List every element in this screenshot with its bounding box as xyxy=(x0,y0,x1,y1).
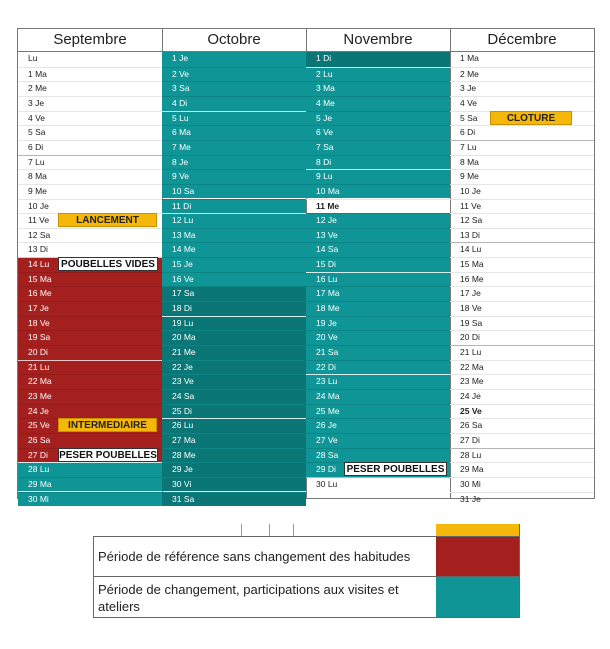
day-row xyxy=(306,286,450,301)
day-label: 14 Me xyxy=(172,244,196,255)
day-label: 11 Me xyxy=(316,200,340,211)
day-label: 15 Je xyxy=(172,259,193,270)
day-label: 28 Lu xyxy=(460,449,482,460)
day-row xyxy=(162,155,306,170)
day-row xyxy=(306,169,450,184)
day-label: 13 Ve xyxy=(316,229,338,240)
day-label: 24 Sa xyxy=(172,390,195,401)
day-row xyxy=(306,272,450,287)
day-label: 17 Ma xyxy=(316,288,340,299)
day-label: 29 Di xyxy=(316,464,336,475)
day-label: 28 Sa xyxy=(316,449,339,460)
day-label: 24 Je xyxy=(460,390,481,401)
day-row xyxy=(18,477,162,492)
day-label: 18 Ve xyxy=(460,303,482,314)
day-row xyxy=(18,462,162,477)
day-label: 13 Di xyxy=(460,229,480,240)
day-label: 4 Ve xyxy=(28,112,46,123)
day-row xyxy=(162,360,306,375)
day-row xyxy=(306,257,450,272)
day-label: 24 Je xyxy=(28,405,49,416)
day-row xyxy=(162,389,306,404)
day-label: 7 Me xyxy=(172,141,191,152)
day-row xyxy=(162,213,306,228)
day-label: 18 Me xyxy=(316,303,340,314)
legend-swatch xyxy=(436,537,519,576)
day-label: 4 Me xyxy=(316,97,335,108)
day-row xyxy=(306,360,450,375)
day-label: 26 Je xyxy=(316,420,337,431)
day-label: 27 Di xyxy=(460,434,480,445)
day-row xyxy=(162,52,306,67)
calendar-table xyxy=(17,28,595,504)
day-row xyxy=(18,360,162,375)
month-header: Décembre xyxy=(450,29,594,52)
day-row xyxy=(306,125,450,140)
day-label: 11 Di xyxy=(172,200,192,211)
day-label: 3 Je xyxy=(460,83,477,94)
day-label: 27 Ve xyxy=(316,434,338,445)
day-label: 8 Ma xyxy=(460,156,479,167)
day-label: 28 Me xyxy=(172,449,196,460)
day-label: 14 Lu xyxy=(460,244,482,255)
day-row xyxy=(162,433,306,448)
day-row xyxy=(18,492,162,507)
day-label: 10 Je xyxy=(460,185,481,196)
day-label: 12 Lu xyxy=(172,215,194,226)
event-tag: LANCEMENT xyxy=(58,213,157,227)
day-label: 2 Me xyxy=(460,68,479,79)
day-label: 27 Di xyxy=(28,449,48,460)
legend-text xyxy=(93,524,436,536)
day-row xyxy=(450,418,594,433)
day-label: 19 Lu xyxy=(172,317,194,328)
day-row xyxy=(18,286,162,301)
month-header: Octobre xyxy=(162,29,306,52)
day-row xyxy=(162,96,306,111)
day-label: 13 Di xyxy=(28,244,48,255)
day-label: 30 Mi xyxy=(28,493,49,504)
day-row xyxy=(306,155,450,170)
day-label: 20 Ve xyxy=(316,332,338,343)
day-label: 24 Ma xyxy=(316,390,340,401)
day-row xyxy=(450,330,594,345)
legend-text: Période de référence sans changement des habitudes xyxy=(94,537,437,576)
day-row xyxy=(450,67,594,82)
day-label: 4 Ve xyxy=(460,97,478,108)
day-label: 9 Me xyxy=(28,185,47,196)
day-row xyxy=(18,389,162,404)
day-label: 16 Me xyxy=(460,273,484,284)
day-label: 18 Di xyxy=(172,303,192,314)
day-row xyxy=(162,140,306,155)
legend-swatch xyxy=(436,524,519,536)
legend-row xyxy=(93,536,520,577)
day-label: 14 Lu xyxy=(28,259,50,270)
day-row xyxy=(18,199,162,214)
day-label: 31 Je xyxy=(460,493,481,504)
day-row xyxy=(162,169,306,184)
day-label: 22 Je xyxy=(172,361,193,372)
day-label: 14 Sa xyxy=(316,244,339,255)
day-row xyxy=(18,81,162,96)
day-row xyxy=(162,272,306,287)
day-row xyxy=(306,418,450,433)
day-row xyxy=(450,228,594,243)
day-row xyxy=(306,316,450,331)
day-label: 27 Ma xyxy=(172,434,196,445)
day-row xyxy=(306,111,450,126)
day-label: 1 Ma xyxy=(460,53,479,63)
day-label: 31 Sa xyxy=(172,493,195,504)
day-row xyxy=(306,389,450,404)
legend-text: Période de changement, participations aux visites et ateliers xyxy=(94,577,437,617)
day-label: 6 Di xyxy=(460,127,476,138)
day-label: 22 Ma xyxy=(28,376,52,387)
day-label: 23 Me xyxy=(460,376,484,387)
day-label: 25 Me xyxy=(316,405,340,416)
day-row xyxy=(306,96,450,111)
month-header: Novembre xyxy=(306,29,450,52)
day-label: 25 Di xyxy=(172,405,192,416)
event-tag: POUBELLES VIDES xyxy=(58,257,158,271)
day-row xyxy=(306,345,450,360)
day-row xyxy=(162,228,306,243)
day-label: 5 Je xyxy=(316,112,333,123)
day-row xyxy=(306,52,450,67)
day-label: 6 Di xyxy=(28,141,44,152)
day-label: 19 Sa xyxy=(460,317,483,328)
day-row xyxy=(306,448,450,463)
day-row xyxy=(450,433,594,448)
day-row xyxy=(162,448,306,463)
day-row xyxy=(306,184,450,199)
event-tag: PESER POUBELLES xyxy=(59,449,157,461)
day-label: 5 Sa xyxy=(460,112,478,123)
day-label: 17 Sa xyxy=(172,288,195,299)
day-row xyxy=(18,111,162,126)
day-label: 2 Me xyxy=(28,83,47,94)
day-row xyxy=(162,301,306,316)
day-label: 30 Vi xyxy=(172,478,192,489)
day-row xyxy=(450,316,594,331)
day-row xyxy=(450,404,594,419)
day-label: 26 Sa xyxy=(28,434,51,445)
day-row xyxy=(162,81,306,96)
day-row xyxy=(162,242,306,257)
day-label: 7 Lu xyxy=(28,156,45,167)
day-row xyxy=(162,345,306,360)
day-row xyxy=(450,374,594,389)
legend-row xyxy=(93,576,520,618)
day-label: 3 Ma xyxy=(316,83,335,94)
day-label: 1 Ma xyxy=(28,68,47,79)
day-label: 21 Sa xyxy=(316,347,339,357)
legend-row xyxy=(93,524,520,536)
day-row xyxy=(18,125,162,140)
day-label: 10 Sa xyxy=(172,185,195,196)
day-label: 2 Ve xyxy=(172,68,190,79)
month-column xyxy=(18,29,163,504)
day-row xyxy=(18,330,162,345)
day-row xyxy=(306,330,450,345)
day-row xyxy=(162,125,306,140)
day-row xyxy=(306,213,450,228)
month-column xyxy=(306,29,451,498)
day-row xyxy=(306,228,450,243)
day-row xyxy=(450,345,594,360)
day-row xyxy=(306,140,450,155)
day-label: 2 Lu xyxy=(316,68,333,79)
day-label: 16 Ve xyxy=(172,273,194,284)
day-label: 9 Lu xyxy=(316,171,333,182)
day-row xyxy=(162,462,306,477)
day-label: 20 Di xyxy=(28,347,48,357)
day-label: 16 Lu xyxy=(316,273,338,284)
month-header: Septembre xyxy=(18,29,162,52)
day-label: 3 Je xyxy=(28,97,45,108)
day-label: 17 Je xyxy=(460,288,481,299)
day-row xyxy=(306,433,450,448)
day-label: 30 Mi xyxy=(460,478,481,489)
day-row xyxy=(450,257,594,272)
day-row xyxy=(450,184,594,199)
day-row xyxy=(18,301,162,316)
day-row xyxy=(162,492,306,507)
day-row xyxy=(450,199,594,214)
event-tag: CLOTURE xyxy=(490,111,572,125)
day-label: 23 Me xyxy=(28,390,52,401)
day-label: 4 Di xyxy=(172,97,188,108)
day-row xyxy=(18,228,162,243)
day-row xyxy=(162,184,306,199)
day-label: 11 Ve xyxy=(460,200,482,211)
day-label: 11 Ve xyxy=(28,215,50,226)
day-row xyxy=(450,169,594,184)
day-row xyxy=(450,301,594,316)
day-label: 22 Di xyxy=(316,361,336,372)
day-label: 10 Ma xyxy=(316,185,340,196)
day-label: 8 Ma xyxy=(28,171,47,182)
day-label: 29 Ma xyxy=(28,478,52,489)
day-label: 19 Sa xyxy=(28,332,51,343)
day-row xyxy=(306,81,450,96)
day-label: 25 Ve xyxy=(28,420,50,431)
day-label: 30 Lu xyxy=(316,478,338,489)
day-label: 12 Sa xyxy=(460,215,483,226)
day-row xyxy=(450,81,594,96)
day-label: 8 Di xyxy=(316,156,332,167)
day-row xyxy=(162,374,306,389)
day-label: 8 Je xyxy=(172,156,189,167)
day-label: 23 Ve xyxy=(172,376,194,387)
day-row xyxy=(450,242,594,257)
day-row xyxy=(450,448,594,463)
day-row xyxy=(450,492,594,507)
day-label: 29 Ma xyxy=(460,464,484,475)
day-row xyxy=(18,345,162,360)
day-label: 12 Je xyxy=(316,215,337,226)
day-row xyxy=(306,477,450,492)
event-tag: INTERMEDIAIRE xyxy=(58,418,157,432)
day-label: 15 Ma xyxy=(28,273,52,284)
day-label: 7 Sa xyxy=(316,141,334,152)
day-row xyxy=(450,96,594,111)
day-row xyxy=(450,360,594,375)
day-row xyxy=(306,301,450,316)
day-row xyxy=(18,374,162,389)
day-label: 9 Ve xyxy=(172,171,190,182)
day-row xyxy=(162,286,306,301)
day-label: 12 Sa xyxy=(28,229,51,240)
day-row xyxy=(306,404,450,419)
day-label: 15 Ma xyxy=(460,259,484,270)
day-row xyxy=(306,374,450,389)
day-label: 6 Ma xyxy=(172,127,191,138)
day-row xyxy=(306,67,450,82)
day-label: 21 Me xyxy=(172,347,196,357)
day-row xyxy=(450,52,594,67)
day-label: 25 Ve xyxy=(460,405,482,416)
day-label: Lu xyxy=(28,53,38,63)
day-label: 7 Lu xyxy=(460,141,477,152)
day-label: 10 Je xyxy=(28,200,49,211)
day-label: 6 Ve xyxy=(316,127,334,138)
day-row xyxy=(18,404,162,419)
day-row xyxy=(450,213,594,228)
day-label: 21 Lu xyxy=(28,361,50,372)
day-label: 22 Ma xyxy=(460,361,484,372)
month-column xyxy=(162,29,307,504)
day-row xyxy=(450,477,594,492)
day-label: 1 Di xyxy=(316,53,332,63)
day-row xyxy=(450,462,594,477)
legend-swatch xyxy=(436,577,519,617)
day-label: 28 Lu xyxy=(28,464,50,475)
day-label: 13 Ma xyxy=(172,229,196,240)
day-label: 1 Je xyxy=(172,53,189,63)
day-row xyxy=(18,96,162,111)
day-row xyxy=(162,330,306,345)
event-tag: PESER POUBELLES xyxy=(344,462,447,476)
day-row xyxy=(450,389,594,404)
day-label: 23 Lu xyxy=(316,376,338,387)
day-label: 21 Lu xyxy=(460,347,482,357)
day-label: 5 Lu xyxy=(172,112,189,123)
day-label: 3 Sa xyxy=(172,83,190,94)
day-row xyxy=(450,140,594,155)
day-row xyxy=(18,272,162,287)
day-row xyxy=(162,404,306,419)
day-row xyxy=(18,433,162,448)
day-row xyxy=(18,242,162,257)
day-row xyxy=(162,418,306,433)
day-label: 15 Di xyxy=(316,259,336,270)
month-column xyxy=(450,29,594,504)
day-label: 20 Di xyxy=(460,332,480,343)
day-row xyxy=(162,67,306,82)
day-label: 9 Me xyxy=(460,171,479,182)
day-row xyxy=(18,140,162,155)
day-row xyxy=(162,316,306,331)
day-row xyxy=(450,286,594,301)
day-row xyxy=(450,155,594,170)
day-row xyxy=(18,67,162,82)
day-row xyxy=(162,257,306,272)
day-row xyxy=(18,52,162,67)
day-label: 26 Sa xyxy=(460,420,483,431)
day-label: 5 Sa xyxy=(28,127,46,138)
day-row xyxy=(450,125,594,140)
day-row xyxy=(450,272,594,287)
day-row xyxy=(18,155,162,170)
day-label: 20 Ma xyxy=(172,332,196,343)
day-label: 17 Je xyxy=(28,303,49,314)
day-row xyxy=(162,477,306,492)
day-label: 16 Me xyxy=(28,288,52,299)
day-row xyxy=(18,169,162,184)
day-row xyxy=(18,184,162,199)
day-row xyxy=(306,242,450,257)
day-row xyxy=(162,199,306,214)
day-row xyxy=(306,199,450,214)
day-label: 26 Lu xyxy=(172,420,194,431)
day-row xyxy=(18,316,162,331)
day-row xyxy=(162,111,306,126)
day-label: 19 Je xyxy=(316,317,337,328)
day-label: 18 Ve xyxy=(28,317,50,328)
day-label: 29 Je xyxy=(172,464,193,475)
